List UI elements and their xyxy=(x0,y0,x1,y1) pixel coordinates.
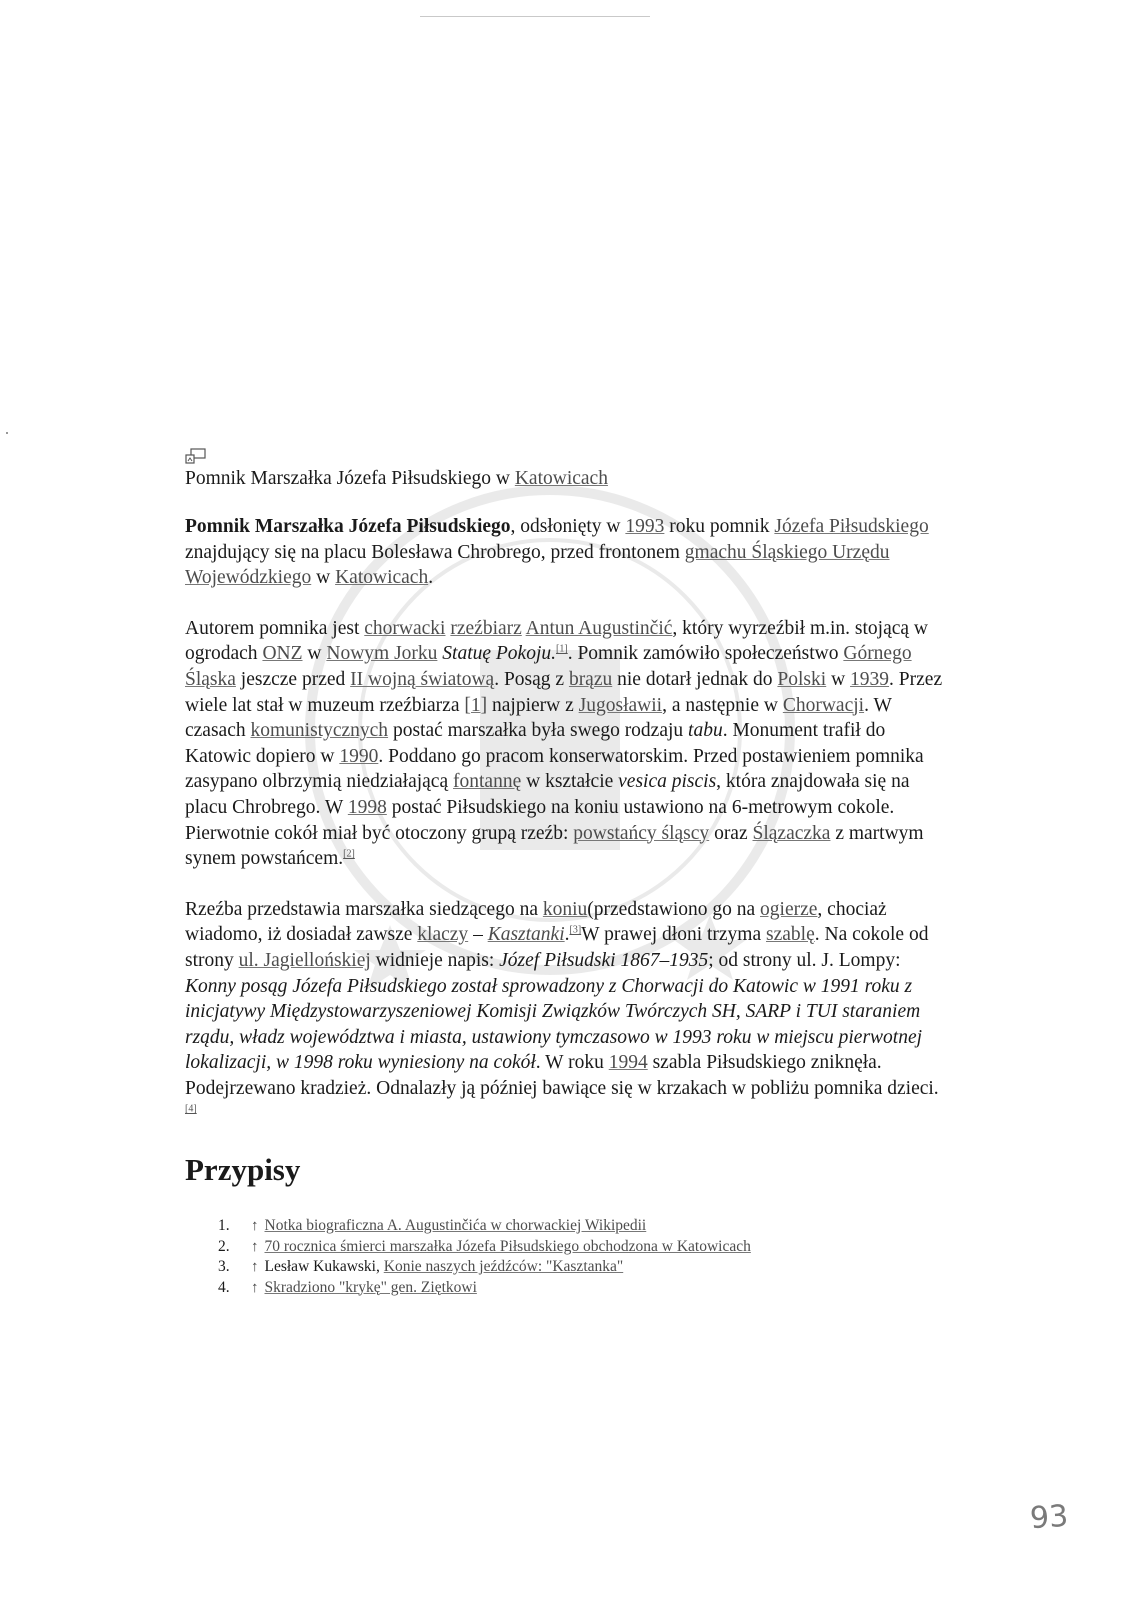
link-slazaczka[interactable]: Ślązaczka xyxy=(752,822,831,844)
italic-vesica-piscis: vesica piscis xyxy=(618,771,717,793)
footnote-text: Lesław Kukawski, xyxy=(264,1258,384,1276)
link-gorny-slask[interactable]: Górnego Śląska xyxy=(185,643,912,690)
text: . Na cokole od strony xyxy=(185,924,929,971)
link-rzezbiarz[interactable]: rzeźbiarz xyxy=(450,617,522,639)
text: postać marszałka była swego rodzaju xyxy=(388,720,689,742)
text: . Monument trafił do Katowic dopiero w xyxy=(185,720,886,767)
text: . xyxy=(428,567,434,589)
link-1998[interactable]: 1998 xyxy=(347,796,387,818)
footnote-ref-1[interactable]: [1] xyxy=(556,643,568,655)
link-1994[interactable]: 1994 xyxy=(608,1052,648,1074)
text: , która znajdowała się na placu Chrobrego. W xyxy=(185,771,910,818)
text: postać Piłsudskiego na koniu ustawiono na 6-metrowym cokole. Pierwotnie cokół miał być otoczony grupą rzeźb: xyxy=(185,796,895,844)
text: szabla Piłsudskiego zniknęła. Podejrzewano kradzież. Odnalazły ją później bawiące się w krzakach w pobliżu pomnika dzieci. xyxy=(185,1052,939,1099)
footnote-number: 4. xyxy=(218,1278,230,1296)
text: w kształcie xyxy=(521,771,619,793)
text: – xyxy=(468,924,488,946)
text: . Pomnik zamówiło społeczeństwo xyxy=(567,643,844,665)
text: W prawej dłoni trzyma xyxy=(581,924,767,946)
text: , odsłonięty w xyxy=(510,516,626,537)
italic-statue-pokoju: Statuę Pokoju. xyxy=(442,643,557,665)
link-1990[interactable]: 1990 xyxy=(339,745,379,767)
link-augustincic[interactable]: Antun Augustinčić xyxy=(525,617,673,639)
link-ul-jagiellonska[interactable]: ul. Jagiellońskiej xyxy=(238,949,371,971)
footnote-ref-2[interactable]: [2] xyxy=(343,848,355,860)
footnote-link-3[interactable]: Konie naszych jeźdźców: "Kasztanka" xyxy=(383,1258,624,1276)
text: Rzeźba przedstawia marszałka siedzącego na xyxy=(185,898,543,920)
italic-inscription-1: Józef Piłsudski 1867–1935 xyxy=(499,949,709,971)
link-katowice-caption[interactable]: Katowicach xyxy=(514,468,608,489)
text: . xyxy=(564,924,570,946)
text: . W czasach xyxy=(185,694,892,742)
up-arrow-icon[interactable]: ↑ xyxy=(251,1218,259,1235)
link-1939[interactable]: 1939 xyxy=(850,668,890,690)
image-placeholder-icon xyxy=(185,448,207,464)
footnotes-heading: Przypisy xyxy=(185,1152,301,1188)
paragraph-intro xyxy=(185,514,945,591)
text: , a następnie w xyxy=(662,694,783,716)
handwritten-page-number: 93 xyxy=(1028,1498,1070,1537)
paragraph-author xyxy=(185,616,945,872)
text: ; od strony ul. J. Lompy: xyxy=(708,949,901,971)
text: w xyxy=(311,567,336,589)
up-arrow-icon[interactable]: ↑ xyxy=(251,1259,259,1276)
footnote-item xyxy=(185,1237,945,1258)
footnote-link-1[interactable]: Notka biograficzna A. Augustinčića w chorwackiej Wikipedii xyxy=(264,1217,647,1235)
text: najpierw z xyxy=(487,694,579,716)
scan-edge-line xyxy=(420,16,650,17)
text: w xyxy=(302,643,327,665)
article-subject: Pomnik Marszałka Józefa Piłsudskiego xyxy=(185,516,511,537)
link-ref-inline-1[interactable]: [1] xyxy=(464,694,488,716)
paragraph-description xyxy=(185,897,945,1127)
up-arrow-icon[interactable]: ↑ xyxy=(251,1238,259,1255)
link-chorwacja[interactable]: Chorwacji xyxy=(782,694,865,716)
link-ii-wojna[interactable]: II wojną światową xyxy=(350,668,495,690)
footnotes-list xyxy=(185,1216,945,1298)
link-chorwacki[interactable]: chorwacki xyxy=(364,617,446,639)
footnote-number: 3. xyxy=(218,1258,230,1276)
text: , chociaż wiadomo, iż dosiadał zawsze xyxy=(185,898,887,946)
text: nie dotarł jednak do xyxy=(612,668,778,690)
footnote-item xyxy=(185,1257,945,1278)
text: . Poddano go pracom konserwatorskim. Przed postawieniem pomnika zasypano olbrzymią niedziałającą xyxy=(185,745,924,793)
link-powstancy-slascy[interactable]: powstańcy śląscy xyxy=(573,822,710,844)
text: (przedstawiono go na xyxy=(587,898,761,920)
text: . Posąg z xyxy=(494,668,569,690)
link-szabla[interactable]: szablę xyxy=(766,924,815,946)
footnote-ref-4[interactable]: [4] xyxy=(185,1103,197,1115)
text: Autorem pomnika jest xyxy=(185,617,365,639)
text: . W roku xyxy=(535,1052,609,1074)
text: roku pomnik xyxy=(664,516,775,537)
link-polska[interactable]: Polski xyxy=(777,668,827,690)
link-jugoslawia[interactable]: Jugosławii xyxy=(578,694,663,716)
text: jeszcze przed xyxy=(235,668,351,690)
link-katowice[interactable]: Katowicach xyxy=(335,567,429,589)
text: znajdujący się na placu Bolesława Chrobrego, przed frontonem xyxy=(185,541,685,563)
footnote-item xyxy=(185,1216,945,1237)
italic-inscription-2: Konny posąg Józefa Piłsudskiego został sprowadzony z Chorwacji do Katowic w 1991 roku z inicjatywy Międzystowarzyszeniowej Komisji Związków Twórczych SH, SARP i TUI staraniem rządu, władz województwa i miasta, ustawiony tymczasowo w 1993 roku w miejscu pierwotnej lokalizacji, w 1998 roku wyniesiony na cokół xyxy=(185,975,923,1074)
article xyxy=(185,448,945,1298)
text: z martwym synem powstańcem. xyxy=(185,822,924,870)
link-kon[interactable]: koniu xyxy=(542,898,588,920)
footnote-link-4[interactable]: Skradziono "krykę" gen. Ziętkowi xyxy=(264,1278,477,1296)
up-arrow-icon[interactable]: ↑ xyxy=(251,1279,259,1296)
link-ogier[interactable]: ogierze xyxy=(760,898,818,920)
link-jozef-pilsudski[interactable]: Józefa Piłsudskiego xyxy=(774,516,929,537)
text: w xyxy=(826,668,851,690)
link-kasztanka[interactable]: Kasztanki xyxy=(487,924,565,946)
scan-speck xyxy=(6,432,8,434)
text: widnieje napis: xyxy=(370,949,500,971)
link-urzad-wojewodzki[interactable]: gmachu Śląskiego Urzędu Wojewódzkiego xyxy=(185,541,890,589)
link-1993[interactable]: 1993 xyxy=(625,516,665,537)
footnote-ref-3[interactable]: [3] xyxy=(569,924,582,936)
text: . Przez wiele lat stał w muzeum rzeźbiarza xyxy=(185,668,943,716)
caption-text: Pomnik Marszałka Józefa Piłsudskiego w xyxy=(185,468,515,489)
footnote-item xyxy=(185,1278,945,1299)
link-klacz[interactable]: klaczy xyxy=(417,924,469,946)
footnote-number: 2. xyxy=(218,1237,230,1255)
footnote-number: 1. xyxy=(218,1217,230,1235)
link-braz[interactable]: brązu xyxy=(568,668,613,690)
link-onz[interactable]: ONZ xyxy=(262,643,303,665)
text: , który wyrzeźbił m.in. stojącą w ogrodach xyxy=(185,617,929,665)
text: oraz xyxy=(709,822,753,844)
link-komunizm[interactable]: komunistycznych xyxy=(250,720,389,742)
image-caption xyxy=(185,466,945,492)
link-nowy-jork[interactable]: Nowym Jorku xyxy=(326,643,438,665)
link-fontanna[interactable]: fontannę xyxy=(453,771,522,793)
italic-tabu: tabu xyxy=(688,720,723,742)
footnote-link-2[interactable]: 70 rocznica śmierci marszałka Józefa Piłsudskiego obchodzona w Katowicach xyxy=(264,1237,751,1255)
